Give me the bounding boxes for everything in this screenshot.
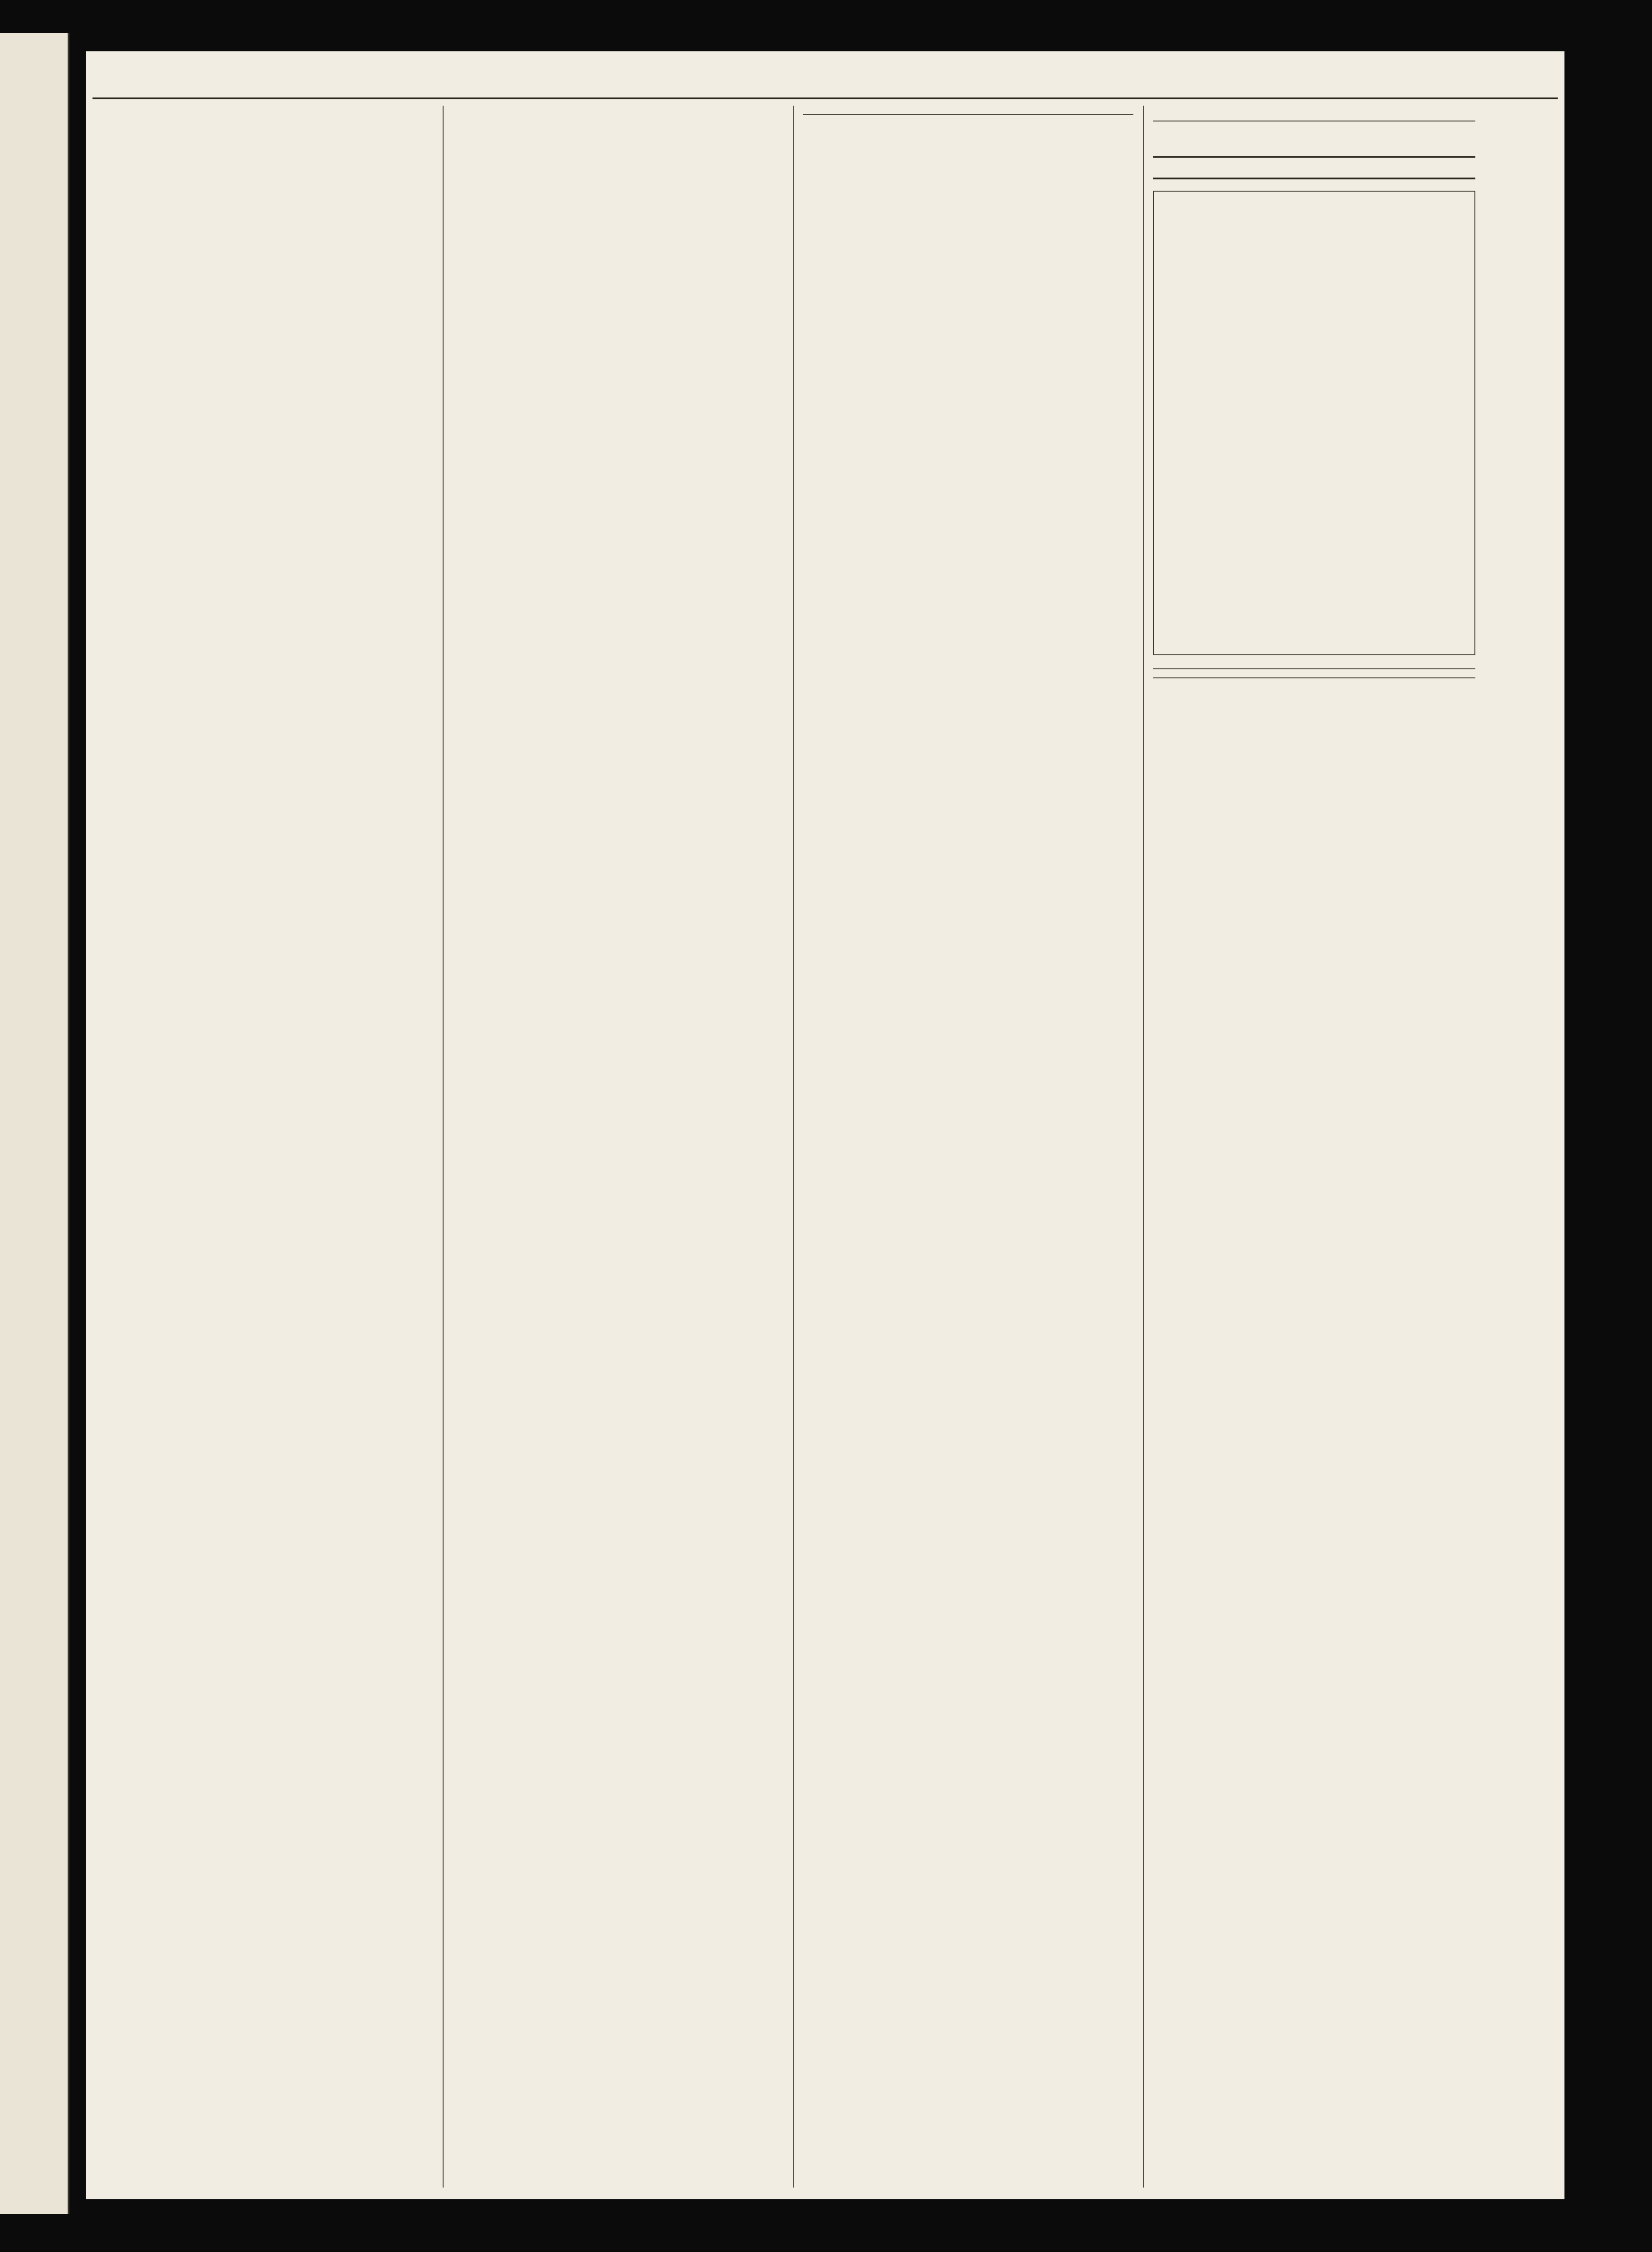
column-2 xyxy=(453,106,783,2188)
advertisement-maryland xyxy=(1153,156,1475,179)
separator-pegel xyxy=(1153,677,1475,678)
newspaper-page xyxy=(86,51,1564,2199)
top-rule xyxy=(93,97,1558,99)
editors-line xyxy=(1153,130,1475,148)
column-divider-2 xyxy=(793,106,794,2188)
separator xyxy=(803,114,1133,115)
column-3 xyxy=(803,106,1133,2188)
barometer-plot xyxy=(1203,192,1427,638)
column-4 xyxy=(1153,106,1475,2188)
column-divider-3 xyxy=(1143,106,1144,2188)
column-divider-1 xyxy=(443,106,444,2188)
barometer-chart xyxy=(1153,191,1475,655)
separator-sanatorium xyxy=(1153,668,1475,669)
column-1 xyxy=(104,106,433,2188)
adjacent-page-edge xyxy=(0,33,69,2214)
